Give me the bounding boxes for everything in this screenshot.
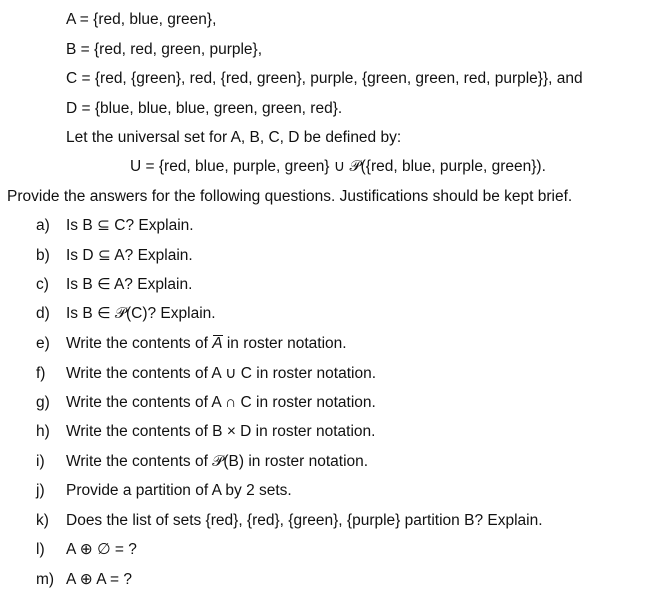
question-label: c) <box>36 276 49 293</box>
definition-a: A = {red, blue, green}, <box>66 11 217 28</box>
definition-d: D = {blue, blue, blue, green, green, red}. <box>66 100 343 117</box>
question-label: i) <box>36 453 45 470</box>
question-text: Write the contents of B × D in roster notation. <box>66 423 376 440</box>
question-label: d) <box>36 305 50 322</box>
question-label: h) <box>36 423 50 440</box>
question-text: A ⊕ A = ? <box>66 571 132 588</box>
question-label: j) <box>36 482 45 499</box>
question-text-after: in roster notation. <box>222 335 347 352</box>
question-text: Write the contents of 𝒫(B) in roster notation. <box>66 453 369 470</box>
question-label: a) <box>36 217 50 234</box>
question-label: e) <box>36 335 50 352</box>
definition-c: C = {red, {green}, red, {red, green}, purple, {green, green, red, purple}}, and <box>66 70 583 87</box>
question-text: A ⊕ ∅ = ? <box>66 541 137 558</box>
question-text: Is B ∈ A? Explain. <box>66 276 193 293</box>
universal-intro: Let the universal set for A, B, C, D be defined by: <box>66 129 402 146</box>
question-label: g) <box>36 394 50 411</box>
question-label: f) <box>36 365 46 382</box>
universal-set: U = {red, blue, purple, green} ∪ 𝒫({red, blue, purple, green}). <box>130 158 546 175</box>
question-text: Is B ∈ 𝒫(C)? Explain. <box>66 305 216 322</box>
question-label: m) <box>36 571 55 588</box>
question-text: Write the contents of A ∪ C in roster notation. <box>66 365 377 382</box>
question-label: b) <box>36 247 50 264</box>
question-text: Write the contents of A ∩ C in roster notation. <box>66 394 376 411</box>
definition-b: B = {red, red, green, purple}, <box>66 41 263 58</box>
question-text <box>66 334 347 353</box>
question-text: Is B ⊆ C? Explain. <box>66 217 194 234</box>
question-text: Is D ⊆ A? Explain. <box>66 247 193 264</box>
complement-a-symbol: A <box>212 335 223 352</box>
question-text-before: Write the contents of <box>66 335 213 352</box>
question-text: Does the list of sets {red}, {red}, {green}, {purple} partition B? Explain. <box>66 512 543 529</box>
question-label: l) <box>36 541 45 558</box>
question-label: k) <box>36 512 49 529</box>
instructions: Provide the answers for the following questions. Justifications should be kept brief. <box>7 188 573 205</box>
question-text: Provide a partition of A by 2 sets. <box>66 482 292 499</box>
